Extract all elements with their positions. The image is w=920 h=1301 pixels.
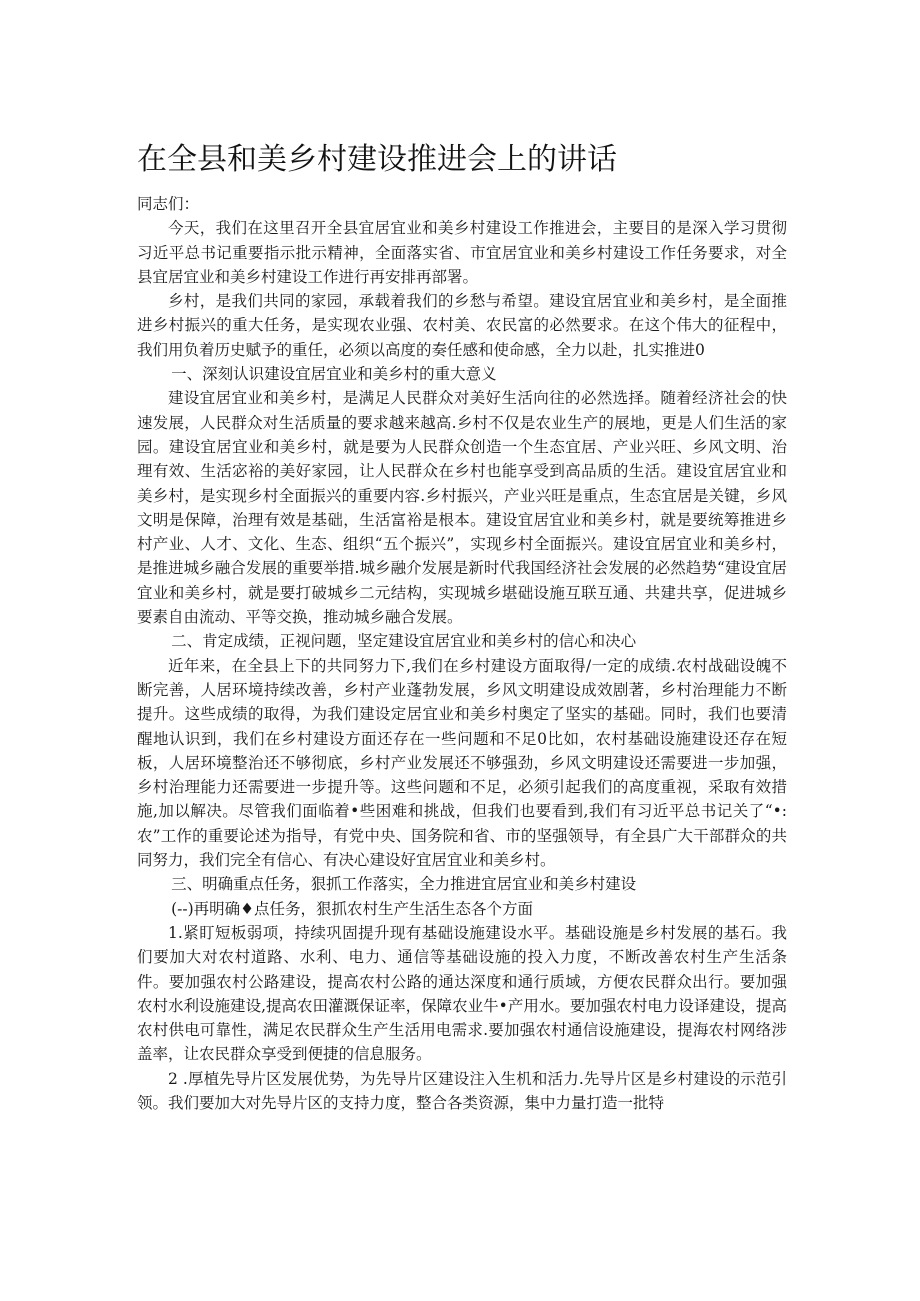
- section-heading-1: 一、深刻认识建设宜居宜业和美乡村的重大意义: [171, 365, 497, 384]
- section-heading-2: 二、肯定成绩，正视问题，坚定建设宜居宜业和美乡村的信心和决心: [171, 632, 637, 651]
- paragraph-achievements: 近年来，在全县上下的共同努力下,我们在乡村建设方面取得/一定的成绩.农村战础设魄不断完善，人居环境持续改善，乡村产业蓬勃发展，乡风文明建设成效剧著，乡村治理能力不断提升。这些成绩的取得，为我们建设定居宜业和美乡村奥定了坚实的基础。同时，我们也要清醒地认识到，我们在乡村建设方面还存在一些问题和不足0比如，农村基础设施建设还存在短板，人居环境整治还不够彻底，乡村产业发展还不够强劲，乡风文明建设还需要进一步加强，乡村治理能力还需要进一步提升等。这些问题和不足，必须引起我们的高度重视，采取有效措施,加以解决。尽管我们面临着•些困难和挑战，但我们也要看到,我们有习近平总书记关了“•:农”工作的重要论述为指导，有党中央、国务院和省、市的坚强领导，有全县广大干部群众的共同努力，我们完全有信心、有决心建设好宜居宜业和美乡村。: [137, 656, 787, 870]
- paragraph-pilot-zone: 2 .厚植先导片区发展优势，为先导片区建设注入生机和活力.先导片区是乡村建设的示范引领。我们要加大对先导片区的支持力度，整合各类资源，集中力量打造一批特: [137, 1069, 787, 1112]
- paragraph-infrastructure: 1.紧盯短板弱项，持续巩固提升现有基础设施建设水平。基础设施是乡村发展的基石。我们要加大对农村道路、水利、电力、通信等基础设施的投入力度，不断改善农村生产生活条件。要加强农村公路建设，提高农村公路的通达深度和通行质域，方便农民群众出行。要加强农村水利设施建设,提高农田灌溉保证率，保障农业牛•产用水。要加强农村电力设译建设，提高农村供电可靠性，满足农民群众生产生活用电需求.要加强农村通信设施建设，提海农村网络涉盖率，让农民群众享受到便捷的信息服务。: [137, 923, 787, 1064]
- section-heading-3: 三、明确重点任务，狠抓工作落实，全力推进宜居宜业和美乡村建设: [171, 875, 637, 894]
- salutation: 同志们：: [137, 195, 200, 213]
- paragraph-intro: 今天，我们在这里召开全县宜居宜业和美乡村建设工作推进会，主要目的是深入学习贯彻习近平总书记重要指示批示精神，全面落实省、市宜居宜业和美乡村建设工作任务要求，对全县宜居宜业和美乡村建设工作进行再安排再部署。: [137, 219, 787, 286]
- paragraph-significance: 建设宜居宜业和美乡村，是满足人民群众对美好生活向往的必然选择。随着经济社会的快速发展，人民群众对生活质量的要求越来越高.乡村不仅是农业生产的展地，更是人们生活的家园。建设宜居宜业和美乡村，就是要为人民群众创造一个生态宜居、产业兴旺、乡风文明、治理有效、生活宓裕的美好家园，让人民群众在乡村也能享受到高品质的生活。建设宜居宜业和美乡村，是实现乡村全面振兴的重要内容.乡村振兴，产业兴旺是重点，生态宜居是关键，乡风文明是保障，治理有效是基础，生活富裕是根本。建设宜居宜业和美乡村，就是要统筹推进乡村产业、人才、文化、生态、组织“五个振兴”，实现乡村全面振兴。建设宜居宜业和美乡村，是推进城乡融合发展的重要举措.城乡融介发展是新时代我国经济社会发展的必然趋势“建设宜居宜业和美乡村，就是要打破城乡二元结构，实现城乡堪础设施互联互通、共建共享，促进城乡要素自由流动、平等交换，推动城乡融合发展。: [137, 389, 787, 627]
- document-title: 在全县和美乡村建设推进会上的讲话: [137, 142, 617, 177]
- document-body: [137, 192, 787, 1115]
- paragraph-village: 乡村，是我们共同的家园，承载着我们的乡愁与希望。建设宜居宜业和美乡村，是全面推进乡村振兴的重大任务，是实现农业强、农村美、农民富的必然要求。在这个伟大的征程中，我们用负着历史赋予的重任，必须以高度的奏任感和使命感，全力以赴，扎实推进0: [137, 292, 787, 359]
- subsection-heading-1: (--)再明确♦点任务，狠抓农村生产生活生态各个方面: [171, 899, 534, 918]
